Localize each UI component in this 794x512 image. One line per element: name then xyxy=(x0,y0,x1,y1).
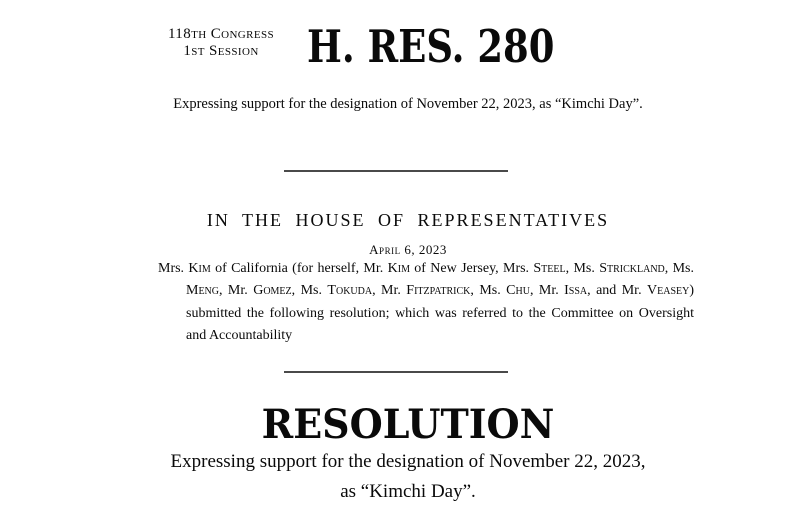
congress-label: 118th Congress xyxy=(167,26,275,42)
sponsor-text: ) submitted the following resolution; which was referred to the Committee on Oversight and Accountability xyxy=(186,283,695,344)
sponsor-text: , and Mr. xyxy=(587,283,647,299)
sponsor-text: , Ms. xyxy=(291,283,328,299)
sponsor-text: , Mr. xyxy=(529,283,565,299)
resolution-title xyxy=(150,447,666,507)
sponsor-statement xyxy=(158,258,694,348)
separator-rule-top xyxy=(284,170,508,172)
sponsor-name: Kim xyxy=(387,261,410,276)
sponsor-text: , Ms. xyxy=(470,283,507,299)
sponsor-name: Fitzpatrick xyxy=(406,283,471,299)
resolution-title-text: Expressing support for the designation of November 22, 2023, as “Kimchi Day”. xyxy=(170,451,646,502)
sponsor-text: , Mr. xyxy=(372,283,407,299)
separator-rule-bottom xyxy=(284,371,508,373)
official-title-text: Expressing support for the designation of November 22, 2023, as “Kimchi Day”. xyxy=(173,96,643,112)
session-label: 1st Session xyxy=(183,43,259,59)
official-title xyxy=(150,93,666,116)
sponsor-name: Gomez xyxy=(253,283,292,299)
sponsor-text: of New Jersey, Mrs. xyxy=(409,261,534,276)
sponsor-name: Strickland xyxy=(599,261,665,276)
sponsor-name: Issa xyxy=(564,283,588,299)
sponsor-text: Mrs. xyxy=(158,261,189,276)
measure-number: H. RES. 280 xyxy=(307,20,555,73)
sponsor-name: Tokuda xyxy=(327,283,373,299)
document-content xyxy=(150,0,695,512)
sponsor-name: Chu xyxy=(506,283,530,299)
action-date: April 6, 2023 xyxy=(369,242,447,257)
sponsor-name: Meng xyxy=(186,283,219,299)
sponsor-name: Steel xyxy=(533,261,566,276)
sponsor-text: , Mr. xyxy=(219,283,254,299)
sponsor-text: of California (for herself, Mr. xyxy=(210,261,388,276)
sponsor-text: , Ms. xyxy=(664,261,694,276)
chamber-heading: IN THE HOUSE OF REPRESENTATIVES xyxy=(206,210,610,230)
congress-session-block xyxy=(154,26,288,60)
sponsor-name: Kim xyxy=(188,261,211,276)
sponsor-text: , Ms. xyxy=(565,261,600,276)
resolution-heading: RESOLUTION xyxy=(261,401,555,448)
sponsor-name: Veasey xyxy=(647,283,690,299)
